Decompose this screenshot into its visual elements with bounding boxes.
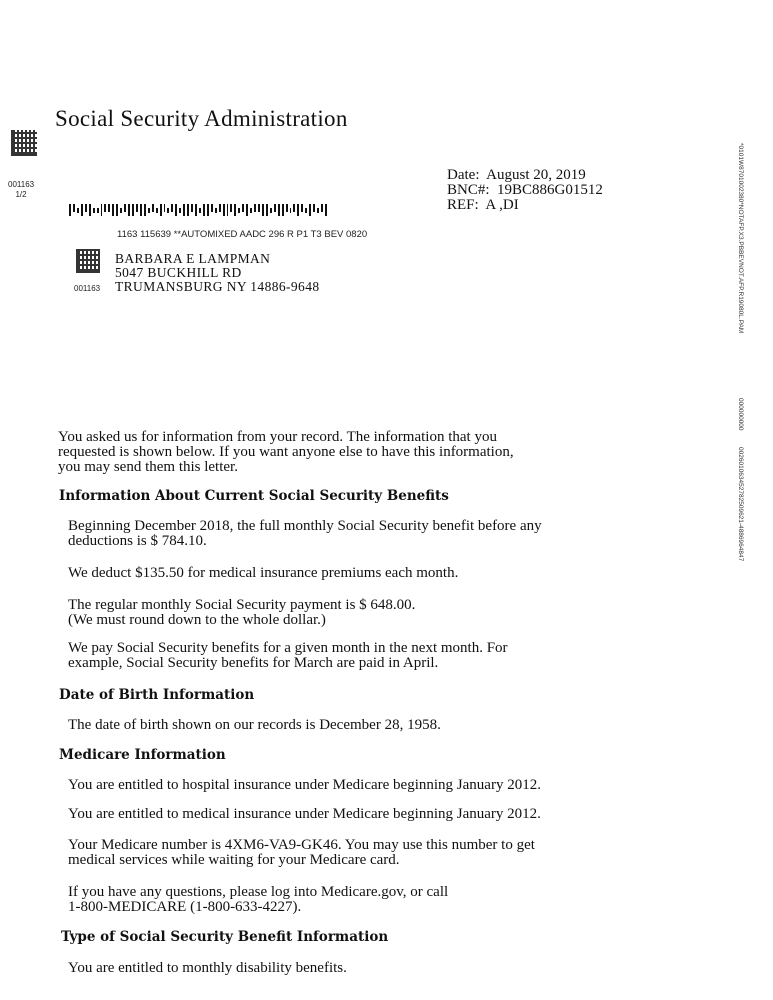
barcode-bar — [258, 204, 260, 212]
barcode-bar — [230, 204, 232, 212]
barcode-bar — [199, 208, 201, 213]
section-heading-benefit-type: Type of Social Security Benefit Information — [61, 929, 389, 945]
barcode-bar — [81, 204, 83, 216]
ref-label: REF: — [447, 197, 479, 213]
barcode-bar — [290, 208, 292, 213]
barcode-bar — [246, 204, 248, 216]
barcode-bar — [313, 204, 315, 212]
datamatrix-code-icon — [11, 130, 37, 156]
barcode-bar — [156, 208, 158, 213]
barcode-bar — [183, 204, 185, 216]
barcode-bar — [211, 204, 213, 212]
bnc-value: 19BC886G01512 — [497, 182, 603, 198]
barcode-bar — [321, 204, 323, 212]
dob-paragraph: The date of birth shown on our records is December 28, 1958. — [68, 717, 441, 733]
barcode-bar — [124, 204, 126, 212]
barcode-bar — [297, 204, 299, 216]
paragraph-line: example, Social Security benefits for March are paid in April. — [68, 655, 439, 671]
recipient-city: TRUMANSBURG NY 14886-9648 — [115, 279, 320, 294]
barcode-bar — [171, 204, 173, 212]
side-code-2: 000000000 — [737, 398, 744, 431]
deduction-paragraph: We deduct $135.50 for medical insurance premiums each month. — [68, 565, 459, 581]
barcode-bar — [93, 208, 95, 213]
barcode-bar — [242, 204, 244, 212]
paragraph-line: We pay Social Security benefits for a given month in the next month. For — [68, 640, 508, 656]
side-code-1: *0101W8701002380*NOTAFP.X3.PBBEVNOT.AFP.R19080L.PAM — [737, 143, 744, 334]
section-heading-benefits: Information About Current Social Security Benefits — [59, 488, 449, 504]
barcode-bar — [227, 204, 229, 216]
barcode-bar — [108, 204, 110, 212]
barcode-bar — [317, 208, 319, 213]
paragraph-line: (We must round down to the whole dollar.) — [68, 612, 326, 628]
barcode-bar — [278, 204, 280, 216]
letter-meta — [447, 168, 603, 213]
hospital-insurance-paragraph: You are entitled to hospital insurance under Medicare beginning January 2012. — [68, 777, 541, 793]
bnc-row — [447, 183, 603, 198]
barcode-bar — [152, 204, 154, 212]
recipient-address — [115, 252, 320, 294]
paragraph-line: If you have any questions, please log into Medicare.gov, or call — [68, 884, 449, 900]
barcode-bar — [89, 204, 91, 216]
date-row — [447, 168, 603, 183]
barcode-bar — [293, 204, 295, 212]
address-id: 001163 — [74, 284, 101, 293]
barcode-bar — [120, 208, 122, 213]
barcode-bar — [132, 204, 134, 216]
payment-timing-paragraph — [68, 641, 658, 671]
document-id-block — [8, 180, 34, 200]
barcode-bar — [262, 204, 264, 216]
intro-line: You asked us for information from your record. The information that you — [58, 429, 497, 445]
barcode-bar — [77, 208, 79, 213]
barcode-bar — [325, 204, 327, 216]
barcode-bar — [97, 208, 99, 213]
recipient-name: BARBARA E LAMPMAN — [115, 251, 271, 266]
address-datamatrix-icon — [76, 249, 100, 273]
paragraph-line: Your Medicare number is 4XM6-VA9-GK46. You may use this number to get — [68, 837, 535, 853]
recipient-street: 5047 BUCKHILL RD — [115, 265, 242, 280]
benefit-type-paragraph: You are entitled to monthly disability benefits. — [68, 960, 347, 976]
medical-insurance-paragraph: You are entitled to medical insurance under Medicare beginning January 2012. — [68, 806, 541, 822]
ref-value: A ,DI — [485, 197, 519, 213]
barcode-bar — [136, 204, 138, 212]
barcode-bar — [282, 204, 284, 216]
barcode-bar — [274, 204, 276, 212]
postal-barcode — [69, 204, 327, 216]
barcode-bar — [270, 208, 272, 213]
barcode-bar — [187, 204, 189, 216]
document-id: 001163 — [8, 180, 35, 189]
barcode-bar — [223, 204, 225, 216]
section-heading-medicare: Medicare Information — [59, 747, 226, 763]
barcode-bar — [104, 204, 106, 212]
barcode-bar — [73, 204, 75, 212]
paragraph-line: Beginning December 2018, the full monthly Social Security benefit before any — [68, 518, 542, 534]
barcode-bar — [219, 204, 221, 212]
barcode-bar — [160, 204, 162, 216]
barcode-bar — [301, 204, 303, 212]
barcode-bar — [164, 204, 166, 212]
barcode-bar — [144, 204, 146, 216]
medicare-number-paragraph — [68, 838, 658, 868]
barcode-bar — [191, 204, 193, 212]
barcode-bar — [195, 204, 197, 216]
barcode-bar — [215, 208, 217, 213]
barcode-bar — [207, 204, 209, 216]
barcode-bar — [203, 204, 205, 216]
agency-title: Social Security Administration — [55, 106, 348, 131]
ref-row — [447, 198, 603, 213]
barcode-bar — [179, 208, 181, 213]
intro-line: requested is shown below. If you want anyone else to have this information, — [58, 444, 514, 460]
barcode-bar — [254, 204, 256, 212]
barcode-bar — [175, 204, 177, 216]
barcode-bar — [167, 208, 169, 213]
barcode-bar — [148, 208, 150, 213]
paragraph-line: medical services while waiting for your Medicare card. — [68, 852, 400, 868]
barcode-bar — [69, 204, 71, 216]
barcode-bar — [286, 204, 288, 212]
side-code-3: 002601063452782509621-4886964847 — [737, 447, 744, 562]
barcode-bar — [305, 208, 307, 213]
paragraph-line: The regular monthly Social Security payment is $ 648.00. — [68, 597, 416, 613]
date-label: Date: — [447, 167, 480, 183]
section-heading-dob: Date of Birth Information — [59, 687, 255, 703]
barcode-bar — [116, 204, 118, 216]
barcode-bar — [309, 204, 311, 216]
payment-paragraph — [68, 598, 658, 628]
medicare-contact-paragraph — [68, 885, 658, 915]
barcode-bar — [238, 208, 240, 213]
barcode-bar — [101, 204, 103, 216]
paragraph-line: deductions is $ 784.10. — [68, 533, 207, 549]
date-value: August 20, 2019 — [486, 167, 586, 183]
barcode-bar — [112, 204, 114, 216]
intro-line: you may send them this letter. — [58, 459, 238, 475]
barcode-bar — [266, 204, 268, 216]
barcode-bar — [250, 208, 252, 213]
barcode-bar — [85, 204, 87, 212]
barcode-bar — [128, 204, 130, 216]
page-indicator: 1/2 — [15, 190, 27, 199]
intro-paragraph — [58, 430, 648, 475]
bnc-label: BNC#: — [447, 182, 490, 198]
mail-sort-line: 1163 115639 **AUTOMIXED AADC 296 R P1 T3 BEV 0820 — [117, 229, 368, 240]
paragraph-line: 1-800-MEDICARE (1-800-633-4227). — [68, 899, 302, 915]
barcode-bar — [234, 204, 236, 216]
benefit-amount-paragraph — [68, 519, 658, 549]
barcode-bar — [140, 204, 142, 216]
